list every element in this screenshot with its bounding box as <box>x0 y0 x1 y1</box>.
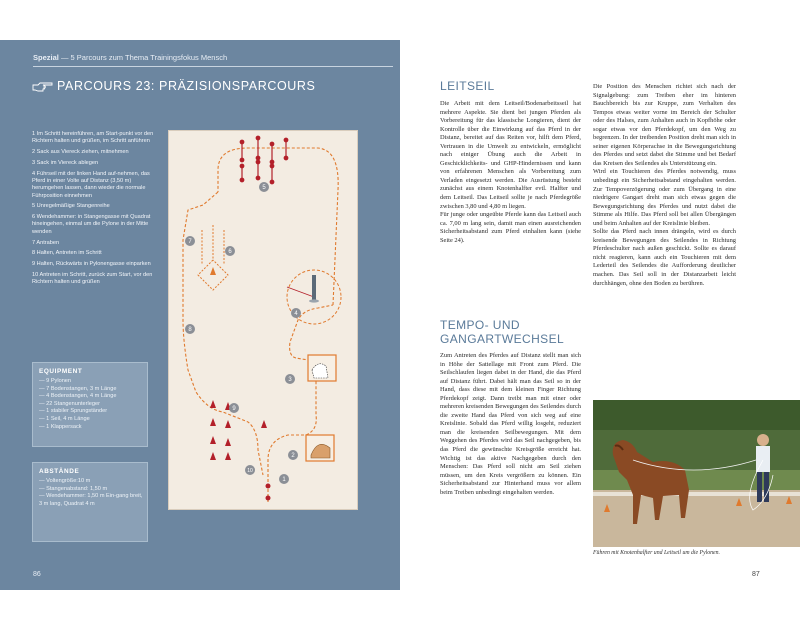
list-item: — 1 Klappersack <box>39 423 82 430</box>
paragraph: Sollte das Pferd nach innen drängeln, wird es durch kreisende Bewegungen des Seilendes in Richtung Pferdeschulter nach außen geschickt. Sollte es darauf nicht reagieren, kann auch ein Touchieren mit dem Lederteil des Seilendes die Aufforderung deutlicher machen. Das Seil soll in der Distanzarbeit leicht durchhängen, ohne den Boden zu berühren. <box>593 228 736 287</box>
header-subtitle: 5 Parcours zum Thema Trainingsfokus Mensch <box>70 53 228 62</box>
tempo-heading <box>440 318 564 346</box>
step-item: 10 Antreten im Schritt, zurück zum Start, vor den Richtern halten und grüßen <box>32 271 153 286</box>
marker-label: 7 <box>188 239 192 245</box>
list-item: — 7 Bodenstangen, 3 m Länge <box>39 385 117 392</box>
abstaende-box <box>32 462 148 542</box>
list-item: — 4 Bodenstangen, 4 m Länge <box>39 393 117 400</box>
marker-label: 10 <box>247 468 253 474</box>
start-marker <box>266 496 271 501</box>
header-separator: — <box>60 53 69 62</box>
leitseil-heading: LEITSEIL <box>440 79 495 93</box>
tempo-text: Zum Antreten des Pferdes auf Distanz stellt man sich in Höhe der Sattellage mit Front zum Pferd. Die Seilschlaufen liegen dabei in der Hand, die das Pferd auf Distanz führt. Dabei hält man das Seil so in der Hand, dass diese mit dem kleinen Finger Richtung Pferdekopf zeigt. Dann treibt man mit einer oder mehreren kreisenden Bewegungen des Seilendes durch die zweite Hand das Pferd von sich weg auf eine Kreislinie. Sobald das Pferd willig losgeht, reduziert man die kreisenden Seilbewegungen. Mit dem Weggehen des Pferdes wird das Seil nachgegeben, bis das Pferd die gewünschte Kreisgröße erreicht hat. Wichtig ist das aktive Nachgegeben durch den Menschen: Das Pferd soll nicht am Seil ziehen müssen, um den Kreis vergrößern zu können. Ein Sicherheitsabstand zur Hinterhand muss vor allem beim Treiben unbedingt eingehalten werden. <box>440 352 581 496</box>
list-item: — 9 Pylonen <box>39 378 72 384</box>
step-item: 8 Halten, Antreten im Schritt <box>32 250 102 257</box>
list-item: — 1 Seil, 4 m Länge <box>39 415 90 422</box>
right-column-text <box>593 83 736 288</box>
stand-base <box>309 299 319 302</box>
photo-caption: Führen mit Knotenhalfter und Leitseil um die Pylonen. <box>593 550 720 556</box>
start-marker <box>266 484 271 489</box>
list-item: — 22 Stangenunterleger <box>39 400 100 407</box>
step-item: 6 Wendehammer: in Stangengasse mit Quadrat hineingehen, einmal um die Pylone in der Mitte wenden <box>32 214 151 235</box>
horse-photo <box>593 400 800 547</box>
abstaende-title: ABSTÄNDE <box>39 468 80 475</box>
paragraph: Die Position des Menschen richtet sich nach der Signalgebung: zum Treiben eher im hinteren Bauchbereich bis zur Kruppe, zum Verhalten des Tempos etwas weiter vorne im Bereich der Schulter oder des Halses, zum Anhalten auch in Kopfhöhe oder sogar etwas vor den Pferdekopf, um den Weg zu begrenzen. In der treibenden Position dreht man sich in seiner eigenen Körperachse in die Bewegungsrichtung des Pferdes und setzt dabei die Stimme und bei Bedarf das Kreisen des Seilendes als Unterstützung ein. <box>593 83 736 167</box>
paragraph: Für junge oder ungeübte Pferde kann das Leitseil auch ca. 7,00 m lang sein, damit man einen ausreichenden Sicherheitsabstand zum Pferd einhalten kann (siehe Seite 24). <box>440 211 581 244</box>
step-item: 5 Unregelmäßige Stangenreihe <box>32 203 110 210</box>
step-list <box>32 131 162 290</box>
page-number-right: 87 <box>752 571 760 578</box>
equipment-list <box>39 378 143 431</box>
paragraph: Wird ein Touchieren des Pferdes notwendig, muss unbedingt ein Sicherheitsabstand eingehalten werden. Zur Tempoverzögerung oder zum Übergang in eine niedrigere Gangart dreht man sich etwas gegen die Bewegungsrichtung des Pferdes und nutzt dabei die Stimme als Hilfe. Das Pferd soll bei allen Übergängen und beim Anhalten auf der Kreislinie bleiben. <box>593 168 736 227</box>
running-header <box>33 53 227 62</box>
leitseil-text <box>440 100 581 245</box>
jump-stand <box>312 275 316 301</box>
step-item: 3 Sack im Viereck ablegen <box>32 159 99 166</box>
step-item: 4 Führseil mit der linken Hand auf-nehmen, das Pferd in einer Volte auf Distanz (3,50 m) herumgehen lassen, dann wieder die normale Führposition einnehmen <box>32 170 150 199</box>
list-item: — Stangenabstand: 1,50 m <box>39 485 108 492</box>
marker-label: 9 <box>232 406 236 412</box>
marker-label: 6 <box>228 249 232 255</box>
abstaende-list <box>39 478 143 508</box>
step-item: 1 Im Schritt hereinführen, am Start-punkt vor den Richtern halten und grüßen, im Schritt anführen <box>32 131 154 145</box>
list-item: — Voltengröße:10 m <box>39 478 91 484</box>
tempo-heading-line: GANGARTWECHSEL <box>440 332 565 346</box>
page-number-left: 86 <box>33 571 41 578</box>
parcours-diagram <box>168 130 358 510</box>
tempo-heading-line: TEMPO- UND <box>440 318 520 332</box>
step-item: 2 Sack aus Viereck ziehen, mitnehmen <box>32 149 129 156</box>
page-title: PARCOURS 23: PRÄZISIONSPARCOURS <box>57 79 316 93</box>
paragraph: Die Arbeit mit dem Leitseil/Bodenarbeitsseil hat mehrere Aspekte. Sie dient bei jungen Pferden als Vorbereitung für das klassische Longieren, dient der Kontrolle über die Einwirkung auf das Pferd in der Distanz, bereitet auf das Reiten vor, hilft dem Pferd, Vertrauen in die Umwelt zu entwickeln, ermöglicht nach einiger Übung auch die Arbeit in Geschicklichkeits- und GHP-Hindernissen und kann von erfahrenen Menschen als Vorbereitung zum Verladen eingesetzt werden. Die Ausrüstung besteht zunächst aus einem Knotenhalfter evtl. Halfter und dem Leitseil. Das Leitseil sollte je nach Pferdegröße zwischen 3,80 und 4,80 m liegen. <box>440 100 581 210</box>
header-rule <box>33 66 393 67</box>
list-item: — Wendehammer: 1,50 m Ein-gang breit, 3 m lang, Quadrat 4 m <box>39 493 143 507</box>
marker-label: 5 <box>262 185 266 191</box>
step-item: 9 Halten, Rückwärts in Pylonengasse einparken <box>32 261 151 268</box>
marker-label: 2 <box>291 453 295 459</box>
header-section: Spezial <box>33 53 59 62</box>
marker-label: 3 <box>288 377 292 383</box>
list-item: — 1 stabiler Sprungständer <box>39 408 108 415</box>
pointing-hand-icon <box>32 81 54 93</box>
marker-label: 4 <box>294 311 298 317</box>
marker-label: 8 <box>188 327 192 333</box>
step-item: 7 Antraben <box>32 239 60 246</box>
equipment-title: EQUIPMENT <box>39 368 83 375</box>
marker-label: 1 <box>282 477 286 483</box>
equipment-box <box>32 362 148 447</box>
